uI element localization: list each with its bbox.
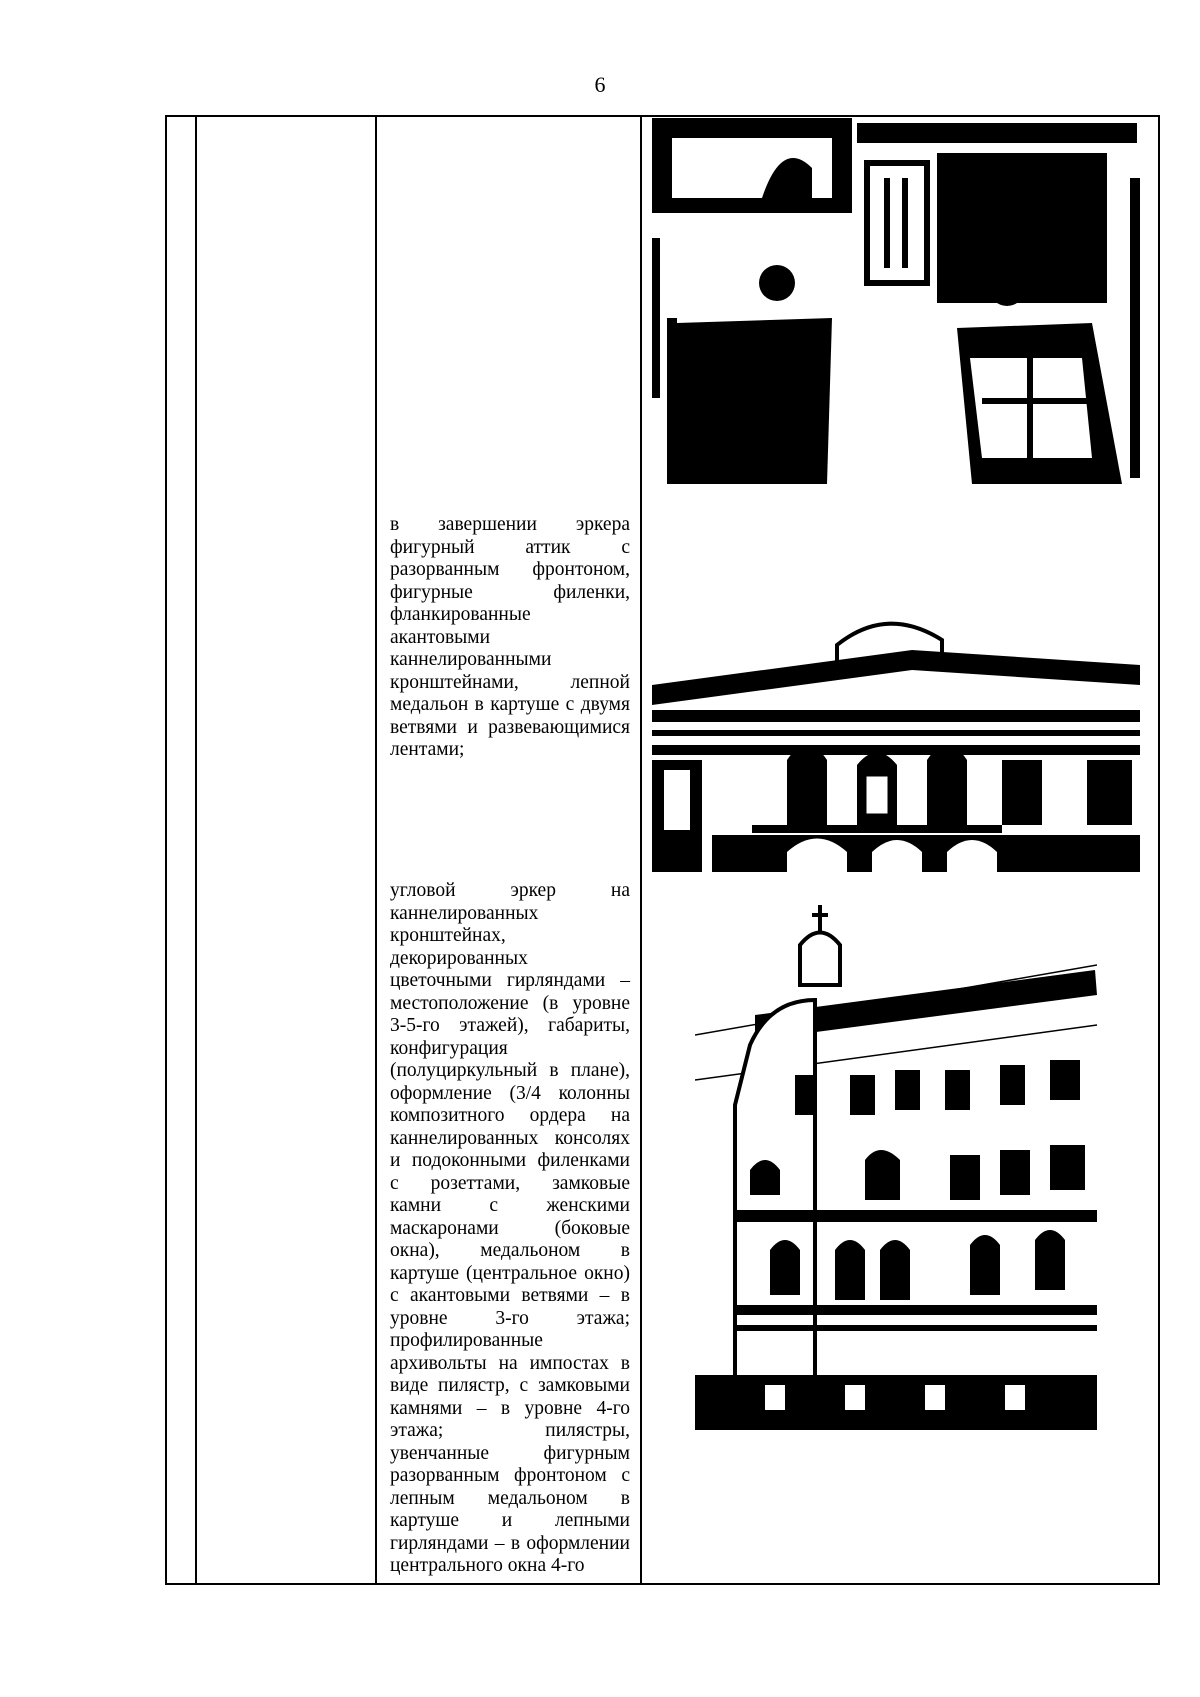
- column-divider-2: [375, 115, 377, 1585]
- column-divider-1: [195, 115, 197, 1585]
- row-2-description-text: в завершении эркера фигурный аттик с разорванным фронтоном, фигурные филенки, фланкированные акантовыми каннелированными кронштейнами, лепной медальон в картуше с двумя ветвями и развевающимися лентами;: [390, 514, 630, 760]
- table-border-bottom: [165, 1583, 1160, 1585]
- table-border-right: [1158, 115, 1160, 1585]
- table-border-top: [165, 115, 1160, 117]
- bay-window-attic-drawing: [652, 590, 1140, 872]
- row-2-description: [390, 514, 630, 762]
- facade-windows-drawing: [652, 118, 1140, 484]
- table-border-left: [165, 115, 167, 1585]
- column-divider-3: [640, 115, 642, 1585]
- page-number: 6: [594, 72, 606, 97]
- bay-window-attic-photo: [652, 590, 1140, 872]
- facade-windows-photo: [652, 118, 1140, 484]
- row-3-description-text: угловой эркер на каннелированных кронштейнах, декорированных цветочными гирляндами – местоположение (в уровне 3-5-го этажей), габариты, конфигурация (полуциркульный в плане), оформление (3/4 колонны композитного ордера на каннелированных консолях и подоконными филенками с розеттами, замковые камни с женскими маскаронами (боковые окна), медальоном в картуше (центральное окно) с акантовыми ветвями – в уровне 3-го этажа; профилированные архивольты на импостах в виде пилястр, с замковыми камнями – в уровне 4-го этажа; пилястры, увенчанные фигурным разорванным фронтоном с лепным медальоном в картуше и лепными гирляндами – в оформлении центрального окна 4-го: [390, 880, 630, 1576]
- corner-bay-window-photo: [695, 905, 1097, 1430]
- row-3-description: [390, 880, 630, 1578]
- corner-bay-window-drawing: [695, 905, 1097, 1430]
